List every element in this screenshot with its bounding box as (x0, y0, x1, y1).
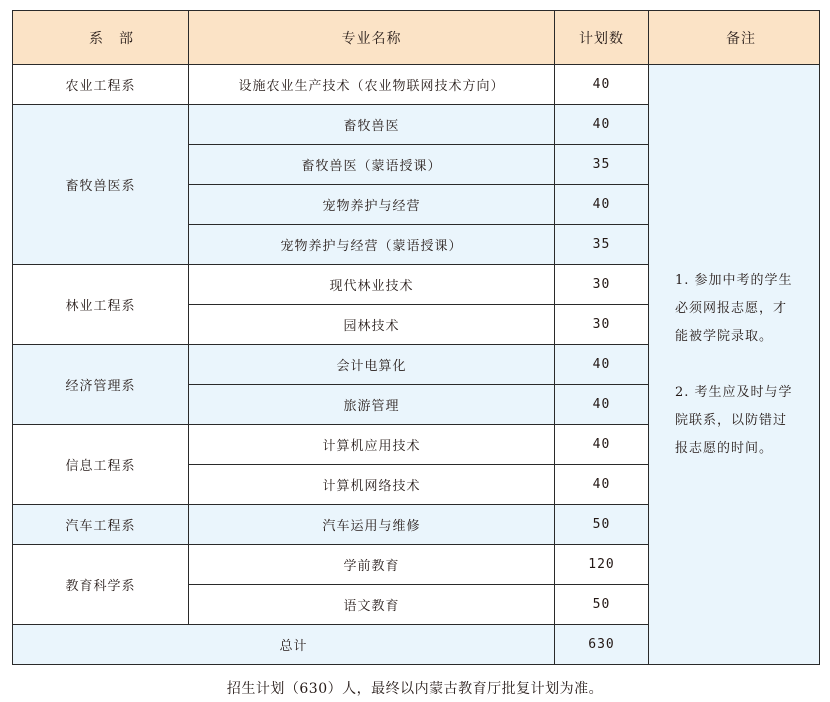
note-spacer (675, 351, 795, 379)
enrollment-plan-table (12, 10, 820, 665)
count-cell: 120 (555, 545, 649, 585)
major-cell: 汽车运用与维修 (189, 505, 555, 545)
count-cell: 35 (555, 145, 649, 185)
dept-cell: 畜牧兽医系 (13, 105, 189, 265)
header-dept: 系 部 (13, 11, 189, 65)
count-cell: 40 (555, 465, 649, 505)
total-label: 总计 (13, 625, 555, 665)
count-cell: 40 (555, 425, 649, 465)
count-cell: 30 (555, 265, 649, 305)
count-cell: 40 (555, 185, 649, 225)
count-cell: 40 (555, 105, 649, 145)
major-cell: 畜牧兽医 (189, 105, 555, 145)
note-item-2: 2. 考生应及时与学院联系，以防错过报志愿的时间。 (675, 384, 793, 456)
count-cell: 30 (555, 305, 649, 345)
total-count: 630 (555, 625, 649, 665)
table-header-row (13, 11, 820, 65)
count-cell: 35 (555, 225, 649, 265)
major-cell: 计算机网络技术 (189, 465, 555, 505)
major-cell: 语文教育 (189, 585, 555, 625)
count-cell: 40 (555, 65, 649, 105)
dept-cell: 农业工程系 (13, 65, 189, 105)
header-count: 计划数 (555, 11, 649, 65)
dept-cell: 经济管理系 (13, 345, 189, 425)
dept-cell: 汽车工程系 (13, 505, 189, 545)
header-note: 备注 (649, 11, 820, 65)
count-cell: 40 (555, 385, 649, 425)
header-major: 专业名称 (189, 11, 555, 65)
count-cell: 50 (555, 505, 649, 545)
count-cell: 40 (555, 345, 649, 385)
footer-note: 招生计划（630）人，最终以内蒙古教育厅批复计划为准。 (226, 681, 604, 697)
major-cell: 畜牧兽医（蒙语授课） (189, 145, 555, 185)
count-cell: 50 (555, 585, 649, 625)
major-cell: 园林技术 (189, 305, 555, 345)
note-cell (649, 65, 820, 665)
dept-cell: 林业工程系 (13, 265, 189, 345)
major-cell: 计算机应用技术 (189, 425, 555, 465)
note-item-1: 1. 参加中考的学生必须网报志愿，才能被学院录取。 (675, 272, 793, 344)
major-cell: 学前教育 (189, 545, 555, 585)
major-cell: 设施农业生产技术（农业物联网技术方向） (189, 65, 555, 105)
dept-cell: 教育科学系 (13, 545, 189, 625)
major-cell: 旅游管理 (189, 385, 555, 425)
major-cell: 宠物养护与经营 (189, 185, 555, 225)
major-cell: 宠物养护与经营（蒙语授课） (189, 225, 555, 265)
table-row (13, 65, 820, 105)
major-cell: 现代林业技术 (189, 265, 555, 305)
dept-cell: 信息工程系 (13, 425, 189, 505)
major-cell: 会计电算化 (189, 345, 555, 385)
